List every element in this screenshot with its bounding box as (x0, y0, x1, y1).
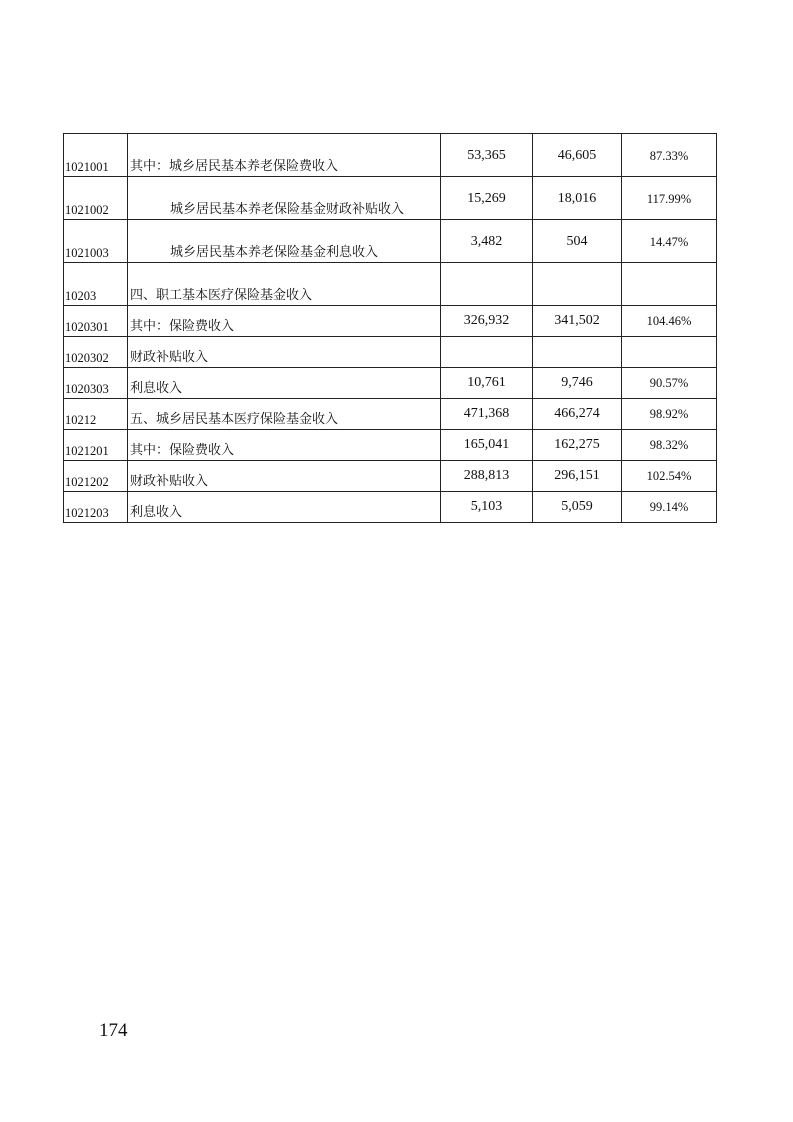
item-code: 1021203 (64, 492, 128, 523)
item-name: 四、职工基本医疗保险基金收入 (128, 263, 441, 306)
table-row (64, 263, 717, 306)
value-col-1: 3,482 (441, 220, 533, 263)
value-col-1 (441, 337, 533, 368)
percent-value: 98.92% (622, 399, 717, 430)
table-row (64, 177, 717, 220)
item-code: 1021002 (64, 177, 128, 220)
item-code: 10212 (64, 399, 128, 430)
value-col-1: 165,041 (441, 430, 533, 461)
table-row (64, 461, 717, 492)
table-row (64, 306, 717, 337)
value-col-2: 504 (533, 220, 622, 263)
value-col-2 (533, 263, 622, 306)
value-col-2: 162,275 (533, 430, 622, 461)
item-name: 财政补贴收入 (128, 461, 441, 492)
item-name: 其中：保险费收入 (128, 430, 441, 461)
value-col-2: 46,605 (533, 134, 622, 177)
value-col-1: 288,813 (441, 461, 533, 492)
value-col-2 (533, 337, 622, 368)
percent-value: 87.33% (622, 134, 717, 177)
item-name: 其中：保险费收入 (128, 306, 441, 337)
percent-value (622, 263, 717, 306)
table-row (64, 220, 717, 263)
item-name: 财政补贴收入 (128, 337, 441, 368)
value-col-2: 341,502 (533, 306, 622, 337)
table-row (64, 430, 717, 461)
value-col-2: 466,274 (533, 399, 622, 430)
percent-value: 14.47% (622, 220, 717, 263)
item-name: 利息收入 (128, 368, 441, 399)
revenue-table (63, 133, 717, 523)
item-code: 1021202 (64, 461, 128, 492)
value-col-1: 53,365 (441, 134, 533, 177)
value-col-2: 9,746 (533, 368, 622, 399)
value-col-1: 10,761 (441, 368, 533, 399)
item-code: 1020303 (64, 368, 128, 399)
table-row (64, 134, 717, 177)
percent-value: 102.54% (622, 461, 717, 492)
value-col-2: 18,016 (533, 177, 622, 220)
percent-value: 98.32% (622, 430, 717, 461)
item-code: 10203 (64, 263, 128, 306)
item-name: 城乡居民基本养老保险基金财政补贴收入 (128, 177, 441, 220)
table-row (64, 368, 717, 399)
page-number: 174 (99, 1020, 128, 1041)
percent-value: 104.46% (622, 306, 717, 337)
value-col-1: 471,368 (441, 399, 533, 430)
value-col-2: 5,059 (533, 492, 622, 523)
percent-value: 90.57% (622, 368, 717, 399)
percent-value: 117.99% (622, 177, 717, 220)
item-name: 利息收入 (128, 492, 441, 523)
value-col-1: 15,269 (441, 177, 533, 220)
percent-value (622, 337, 717, 368)
percent-value: 99.14% (622, 492, 717, 523)
value-col-1 (441, 263, 533, 306)
item-code: 1020302 (64, 337, 128, 368)
item-code: 1020301 (64, 306, 128, 337)
item-name: 城乡居民基本养老保险基金利息收入 (128, 220, 441, 263)
table-row (64, 337, 717, 368)
item-code: 1021201 (64, 430, 128, 461)
table-row (64, 399, 717, 430)
item-name: 其中：城乡居民基本养老保险费收入 (128, 134, 441, 177)
value-col-1: 5,103 (441, 492, 533, 523)
table-row (64, 492, 717, 523)
item-code: 1021003 (64, 220, 128, 263)
value-col-2: 296,151 (533, 461, 622, 492)
item-name: 五、城乡居民基本医疗保险基金收入 (128, 399, 441, 430)
item-code: 1021001 (64, 134, 128, 177)
value-col-1: 326,932 (441, 306, 533, 337)
